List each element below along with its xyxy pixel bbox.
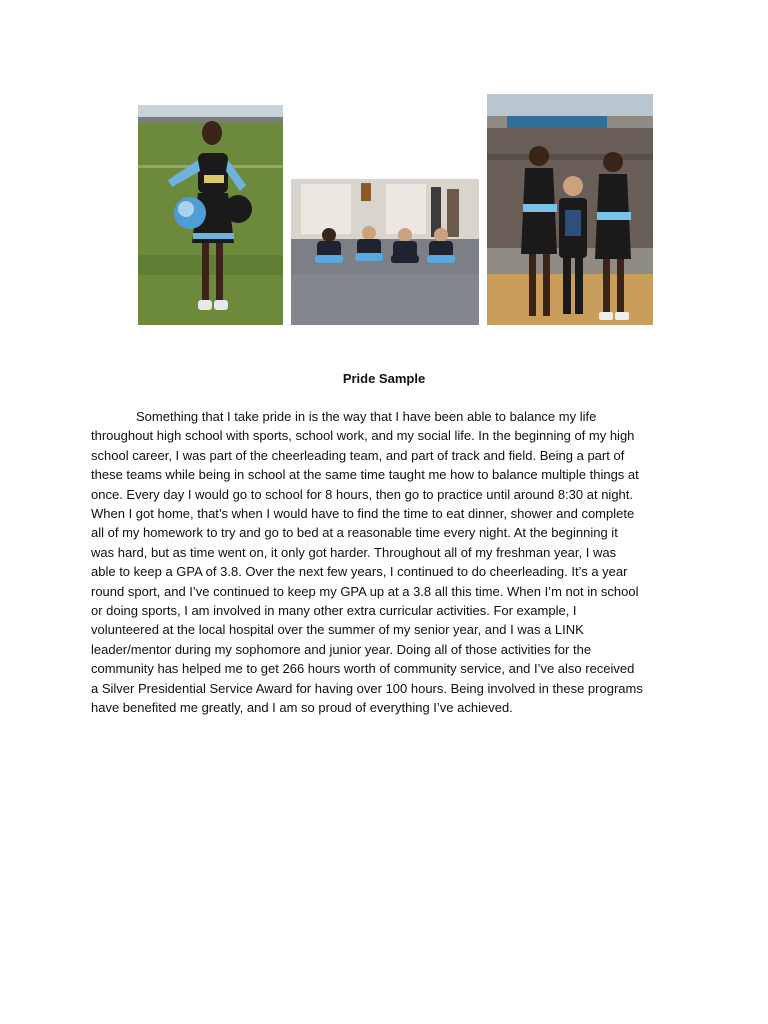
document-title: Pride Sample xyxy=(342,371,426,386)
paragraph-line: round sport, and I’ve continued to keep my GPA up at a 3.8 all this time. When I’m not in school xyxy=(91,583,639,599)
paragraph-line: or doing sports, I am involved in many other extra curricular activities. For example, I xyxy=(91,603,577,619)
paragraph-line: Something that I take pride in is the way that I have been able to balance my life xyxy=(136,409,597,424)
paragraph-line: these teams while being in school at the same time taught me how to balance multiple things at xyxy=(91,467,639,483)
paragraph-line: When I got home, that’s when I would have to find the time to eat dinner, shower and complete xyxy=(91,506,635,522)
paragraph-line: have benefited me greatly, and I am so proud of everything I’ve achieved. xyxy=(91,700,513,716)
cheerleader-on-field-photo xyxy=(138,105,283,325)
paragraph-line: volunteered at the local hospital over the summer of my senior year, and I was a LINK xyxy=(91,622,584,638)
paragraph-line: was hard, but as time went on, it only got harder. Throughout all of my freshman year, I was xyxy=(91,544,617,560)
paragraph-line: able to keep a GPA of 3.8. Over the next few years, I continued to do cheerleading. It’s a year xyxy=(91,564,628,580)
paragraph-line: community has helped me to get 266 hours worth of community service, and I’ve also received xyxy=(91,661,635,677)
paragraph-line: once. Every day I would go to school for 8 hours, then go to practice until around 8:30 at night. xyxy=(91,486,634,502)
paragraph-line: a Silver Presidential Service Award for having over 100 hours. Being involved in these programs xyxy=(91,680,643,696)
paragraph-line: throughout high school with sports, school work, and my social life. In the beginning of my high xyxy=(91,428,635,444)
paragraph-line: leader/mentor during my sophomore and junior year. Doing all of those activities for the xyxy=(91,641,592,657)
essay-paragraph xyxy=(91,407,687,718)
cheerleaders-lying-on-floor-photo xyxy=(291,179,479,325)
paragraph-line: school career, I was part of the cheerleading team, and part of track and field. Being a part of xyxy=(91,447,625,463)
cheerleaders-with-award-photo xyxy=(487,94,653,325)
paragraph-line: all of my homework to try and go to bed at a reasonable time every night. At the beginning it xyxy=(91,525,618,541)
